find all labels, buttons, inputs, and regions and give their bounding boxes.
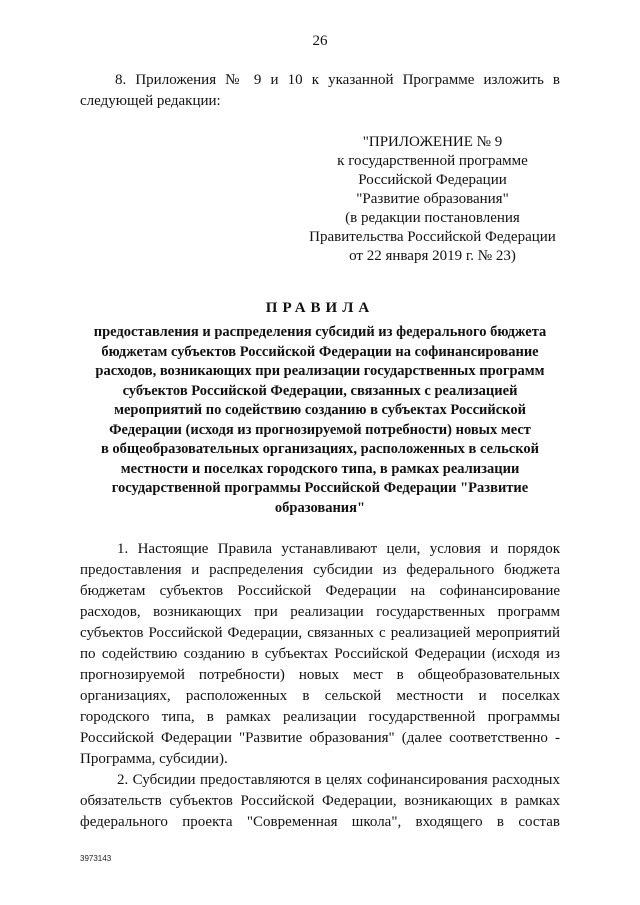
rules-subtitle-line: мероприятий по содействию созданию в субъектах Российской [114, 402, 526, 418]
appendix-header [305, 133, 560, 266]
rules-subtitle-line: образования" [274, 499, 366, 516]
appendix-title: "ПРИЛОЖЕНИЕ № 9 [362, 134, 503, 150]
paragraph-2 [80, 770, 560, 833]
paragraph-1 [80, 539, 560, 770]
rules-subtitle-line: субъектов Российской Федерации, связанных с реализацией [122, 382, 518, 399]
intro-paragraph [80, 70, 560, 112]
paragraph-line: расходов, возникающих при реализации государственных программ [80, 604, 560, 620]
intro-line: следующей редакции: [80, 93, 221, 109]
appendix-line: Правительства Российской Федерации [309, 229, 556, 245]
rules-subtitle-line: бюджетам субъектов Российской Федерации на софинансирование [101, 343, 539, 360]
paragraph-line: субъектов Российской Федерации, связанных с реализацией мероприятий [80, 625, 560, 641]
rules-subtitle-line: в общеобразовательных организациях, расположенных в сельской [100, 441, 540, 457]
paragraph-line: бюджетам субъектов Российской Федерации на софинансирование [80, 583, 560, 599]
paragraph-line: 1. Настоящие Правила устанавливают цели, условия и порядок [117, 541, 560, 557]
rules-subtitle [80, 323, 560, 518]
appendix-line: от 22 января 2019 г. № 23) [349, 248, 516, 264]
rules-subtitle-line: местности и поселках городского типа, в рамках реализации [120, 460, 520, 477]
appendix-line: "Развитие образования" [356, 191, 509, 207]
document-code: 3973143 [80, 854, 112, 863]
paragraph-line: организациях, расположенных в сельской местности и поселках [80, 688, 560, 704]
page-number: 26 [312, 33, 328, 49]
paragraph-line: обязательств субъектов Российской Федерации, возникающих в рамках [80, 793, 560, 809]
rules-subtitle-line: Федерации (исходя из прогнозируемой потребности) новых мест [109, 421, 531, 438]
paragraph-line: федерального проекта "Современная школа", входящего в состав [80, 814, 560, 830]
rules-title: ПРАВИЛА [265, 300, 375, 316]
appendix-line: к государственной программе [337, 153, 528, 169]
appendix-line: Российской Федерации [358, 172, 507, 188]
paragraph-line: прогнозируемой потребности) новых мест в общеобразовательных [80, 667, 560, 683]
rules-subtitle-line: расходов, возникающих при реализации государственных программ [95, 363, 545, 379]
rules-subtitle-line: предоставления и распределения субсидий из федерального бюджета [93, 324, 547, 340]
paragraph-line: Российской Федерации "Развитие образования" (далее соответственно - [80, 730, 560, 746]
appendix-line: (в редакции постановления [345, 210, 520, 226]
paragraph-line: 2. Субсидии предоставляются в целях софинансирования расходных [117, 772, 560, 788]
paragraph-line: предоставления и распределения субсидии из федерального бюджета [80, 562, 560, 578]
paragraph-line: по содействию созданию в субъектах Российской Федерации (исходя из [80, 646, 560, 662]
rules-subtitle-line: государственной программы Российской Федерации "Развитие [111, 480, 529, 496]
paragraph-line: городского типа, в рамках реализации государственной программы [80, 709, 560, 725]
intro-line: 8. Приложения № 9 и 10 к указанной Программе изложить в [115, 72, 560, 88]
paragraph-line: Программа, субсидии). [80, 751, 228, 767]
